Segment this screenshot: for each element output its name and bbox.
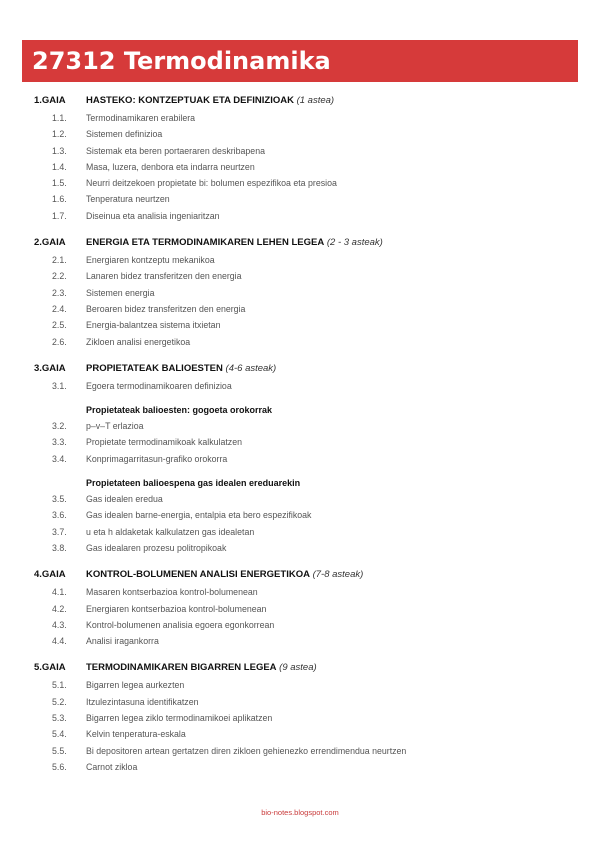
list-item <box>0 191 600 207</box>
list-item <box>0 285 600 301</box>
item-text: Bigarren legea aurkezten <box>86 680 185 691</box>
chapter-duration: (2 - 3 asteak) <box>326 237 383 249</box>
item-text: Masaren kontserbazioa kontrol-bolumenean <box>86 587 258 598</box>
item-number: 4.3. <box>52 619 67 630</box>
list-item <box>0 507 600 523</box>
item-number: 3.1. <box>52 380 67 391</box>
item-text: Lanaren bidez transferitzen den energia <box>86 271 242 282</box>
item-number: 4.2. <box>52 603 67 614</box>
syllabus <box>0 93 600 786</box>
item-number: 3.3. <box>52 437 67 448</box>
chapter-5 <box>0 660 600 775</box>
item-text: Gas idealaren prozesu politropikoak <box>86 542 227 553</box>
item-text: Tenperatura neurtzen <box>86 194 170 205</box>
list-item <box>0 617 600 633</box>
chapter-2 <box>0 235 600 350</box>
chapter-title: HASTEKO: KONTZEPTUAK ETA DEFINIZIOAK <box>86 95 294 106</box>
chapter-title: KONTROL-BOLUMENEN ANALISI ENERGETIKOA <box>86 569 310 581</box>
item-number: 5.1. <box>52 680 67 691</box>
item-number: 3.2. <box>52 421 67 432</box>
chapter-1 <box>0 93 600 224</box>
item-number: 1.4. <box>52 161 67 172</box>
list-item <box>0 726 600 742</box>
chapter-title: PROPIETATEAK BALIOESTEN <box>86 362 223 374</box>
item-text: Termodinamikaren erabilera <box>86 113 196 123</box>
section-heading: Propietateen balioespena gas idealen ereduarekin <box>86 478 301 489</box>
item-text: Energiaren kontserbazioa kontrol-bolumenean <box>86 603 267 614</box>
item-text: Itzulezintasuna identifikatzen <box>86 696 199 707</box>
list-item <box>0 143 600 159</box>
item-text: Kontrol-bolumenen analisia egoera egonkorrean <box>86 619 275 630</box>
title-banner <box>22 40 578 82</box>
item-number: 1.2. <box>52 129 67 140</box>
item-number: 5.2. <box>52 696 67 707</box>
list-item <box>0 633 600 649</box>
item-text: Gas idealen eredua <box>86 494 163 505</box>
item-number: 1.5. <box>52 178 67 189</box>
item-number: 2.5. <box>52 320 67 331</box>
item-number: 1.7. <box>52 210 67 221</box>
item-text: Gas idealen barne-energia, entalpia eta bero espezifikoak <box>86 510 312 521</box>
item-text: Analisi iragankorra <box>86 636 159 647</box>
item-number: 3.6. <box>52 510 67 521</box>
chapter-title: TERMODINAMIKAREN BIGARREN LEGEA <box>86 662 277 674</box>
item-number: 5.3. <box>52 713 67 724</box>
chapter-title: ENERGIA ETA TERMODINAMIKAREN LEHEN LEGEA <box>86 237 325 249</box>
list-item <box>0 126 600 142</box>
list-item <box>0 175 600 191</box>
page-title: 27312 Termodinamika <box>32 47 331 75</box>
chapter-header <box>0 567 600 582</box>
chapter-duration: (9 astea) <box>279 662 317 674</box>
item-text: p–v–T erlazioa <box>86 421 144 432</box>
list-item <box>0 694 600 710</box>
item-text: Beroaren bidez transferitzen den energia <box>86 303 246 314</box>
list-item <box>0 601 600 617</box>
item-text: Propietate termodinamikoak kalkulatzen <box>86 437 242 448</box>
item-number: 4.1. <box>52 587 67 598</box>
list-item <box>0 540 600 556</box>
item-number: 2.2. <box>52 271 67 282</box>
list-item <box>0 334 600 350</box>
item-number: 5.6. <box>52 761 67 772</box>
item-text: Zikloen analisi energetikoa <box>86 336 191 347</box>
item-text: Kelvin tenperatura-eskala <box>86 729 186 740</box>
item-number: 5.5. <box>52 745 67 756</box>
item-number: 5.4. <box>52 729 67 740</box>
list-item <box>0 491 600 507</box>
item-number: 4.4. <box>52 636 67 647</box>
chapter-header <box>0 93 600 108</box>
item-number: 2.3. <box>52 287 67 298</box>
list-item <box>0 159 600 175</box>
footer-url: bio-notes.blogspot.com <box>261 808 339 817</box>
item-text: Bigarren legea ziklo termodinamikoei aplikatzen <box>86 713 273 724</box>
item-text: Diseinua eta analisia ingeniaritzan <box>86 210 220 221</box>
list-item <box>0 759 600 775</box>
item-text: Sistemak eta beren portaeraren deskribapena <box>86 145 265 156</box>
list-item <box>0 451 600 467</box>
section-heading: Propietateak balioesten: gogoeta orokorrak <box>86 405 273 416</box>
item-number: 3.8. <box>52 542 67 553</box>
chapter-duration: (4-6 asteak) <box>225 362 277 374</box>
item-text: Energia-balantzea sistema itxietan <box>86 320 221 331</box>
list-item <box>0 317 600 333</box>
list-item <box>0 208 600 224</box>
item-text: Egoera termodinamikoaren definizioa <box>86 380 232 391</box>
list-item <box>0 584 600 600</box>
chapter-number: 5.GAIA <box>34 662 66 674</box>
item-number: 1.1. <box>52 113 67 123</box>
item-text: Sistemen energia <box>86 287 155 298</box>
list-item <box>0 710 600 726</box>
item-number: 3.5. <box>52 494 67 505</box>
list-item <box>0 252 600 268</box>
chapter-number: 3.GAIA <box>34 362 66 374</box>
item-text: Neurri deitzekoen propietate bi: bolumen espezifikoa eta presioa <box>86 178 337 189</box>
chapter-header <box>0 235 600 250</box>
item-number: 2.1. <box>52 255 67 266</box>
chapter-number: 2.GAIA <box>34 237 66 249</box>
item-number: 3.4. <box>52 453 67 464</box>
list-item <box>0 418 600 434</box>
chapter-duration: (7-8 asteak) <box>312 569 364 581</box>
item-text: Energiaren kontzeptu mekanikoa <box>86 255 215 266</box>
chapter-number: 4.GAIA <box>34 569 66 581</box>
list-item <box>0 677 600 693</box>
chapter-number: 1.GAIA <box>34 95 66 106</box>
list-item <box>0 268 600 284</box>
item-text: Bi depositoren artean gertatzen diren zikloen gehienezko errendimendua neurtzen <box>86 745 407 756</box>
list-item <box>0 301 600 317</box>
item-number: 2.6. <box>52 336 67 347</box>
item-text: Konprimagarritasun-grafiko orokorra <box>86 453 228 464</box>
item-number: 1.6. <box>52 194 67 205</box>
chapter-3 <box>0 361 600 556</box>
item-number: 2.4. <box>52 303 67 314</box>
chapter-header <box>0 361 600 376</box>
list-item <box>0 378 600 394</box>
list-item <box>0 524 600 540</box>
item-number: 3.7. <box>52 526 67 537</box>
list-item <box>0 434 600 450</box>
item-text: u eta h aldaketak kalkulatzen gas idealetan <box>86 526 255 537</box>
item-text: Masa, luzera, denbora eta indarra neurtzen <box>86 161 255 172</box>
chapter-header <box>0 660 600 675</box>
item-number: 1.3. <box>52 145 67 156</box>
item-text: Sistemen definizioa <box>86 129 163 140</box>
chapter-4 <box>0 567 600 649</box>
list-item <box>0 743 600 759</box>
item-text: Carnot zikloa <box>86 761 138 772</box>
chapter-duration: (1 astea) <box>296 95 335 106</box>
list-item <box>0 110 600 126</box>
